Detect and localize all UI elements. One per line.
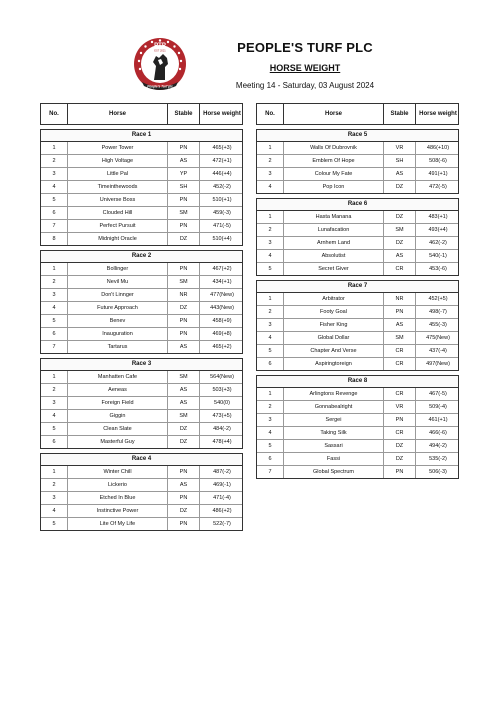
cell-stable: AS	[384, 168, 416, 180]
cell-horse: Arbitrator	[284, 293, 384, 305]
col-no: No.	[41, 104, 68, 124]
table-row	[41, 181, 242, 194]
cell-stable: NR	[168, 289, 200, 301]
cell-horse: Clean Slate	[68, 423, 168, 435]
cell-horse: Sergei	[284, 414, 384, 426]
cell-stable: CR	[384, 388, 416, 400]
table-row	[257, 345, 458, 358]
cell-horse: Foreign Field	[68, 397, 168, 409]
cell-weight: 472(+1)	[212, 158, 232, 164]
cell-weight: 540(-1)	[429, 253, 447, 259]
cell-no: 3	[41, 397, 68, 409]
cell-stable: DZ	[168, 302, 200, 314]
race-table	[40, 453, 243, 531]
cell-no: 5	[257, 263, 284, 275]
race-title: Race 6	[257, 199, 458, 211]
cell-weight: 471(-4)	[213, 495, 231, 501]
table-row	[257, 211, 458, 224]
cell-stable: SM	[168, 410, 200, 422]
cell-weight: 461(+1)	[428, 417, 448, 423]
table-row	[41, 384, 242, 397]
cell-no: 6	[257, 453, 284, 465]
right-column	[256, 103, 459, 479]
cell-horse: Little Pal	[68, 168, 168, 180]
cell-no: 7	[41, 341, 68, 353]
cell-no: 2	[257, 401, 284, 413]
cell-horse: High Voltage	[68, 155, 168, 167]
cell-weight: 469(-1)	[213, 482, 231, 488]
cell-no: 3	[257, 237, 284, 249]
table-row	[257, 263, 458, 275]
table-row	[257, 388, 458, 401]
table-row	[257, 155, 458, 168]
col-horse: Horse	[68, 104, 168, 124]
cell-horse: Timeinthewoods	[68, 181, 168, 193]
table-row	[257, 319, 458, 332]
cell-weight: 477(New)	[210, 292, 234, 298]
cell-no: 7	[257, 466, 284, 478]
table-row	[41, 341, 242, 353]
cell-stable: VR	[384, 401, 416, 413]
cell-no: 1	[41, 371, 68, 383]
table-row	[257, 427, 458, 440]
cell-weight: 466(-6)	[429, 430, 447, 436]
table-row	[41, 302, 242, 315]
cell-horse: Hasta Manana	[284, 211, 384, 223]
cell-weight: 491(+1)	[428, 171, 448, 177]
cell-stable: AS	[384, 319, 416, 331]
cell-stable: SH	[384, 155, 416, 167]
cell-weight: 509(-4)	[429, 404, 447, 410]
cell-weight: 455(-3)	[429, 322, 447, 328]
cell-horse: Footy Goal	[284, 306, 384, 318]
table-row	[41, 423, 242, 436]
cell-stable: AS	[384, 250, 416, 262]
cell-horse: Fassi	[284, 453, 384, 465]
cell-weight: 497(New)	[426, 361, 450, 367]
cell-weight: 494(-2)	[429, 443, 447, 449]
table-row	[41, 315, 242, 328]
cell-stable: SH	[168, 181, 200, 193]
table-row	[41, 492, 242, 505]
race-title: Race 1	[41, 130, 242, 142]
race-title: Race 8	[257, 376, 458, 388]
cell-stable: YP	[168, 168, 200, 180]
cell-stable: PN	[168, 220, 200, 232]
table-row	[257, 332, 458, 345]
cell-no: 2	[257, 306, 284, 318]
cell-horse: Fisher King	[284, 319, 384, 331]
cell-stable: AS	[168, 397, 200, 409]
cell-horse: Benev	[68, 315, 168, 327]
cell-weight: 510(+4)	[212, 236, 232, 242]
cell-no: 2	[257, 224, 284, 236]
cell-weight: 465(+3)	[212, 145, 232, 151]
cell-horse: Global Dollar	[284, 332, 384, 344]
cell-weight: 475(New)	[426, 335, 450, 341]
cell-weight: 471(-5)	[213, 223, 231, 229]
table-row	[41, 410, 242, 423]
race-table	[256, 280, 459, 371]
cell-stable: SM	[384, 332, 416, 344]
cell-weight: 472(-5)	[429, 184, 447, 190]
cell-horse: Instinctive Power	[68, 505, 168, 517]
cell-no: 4	[257, 332, 284, 344]
cell-stable: PN	[384, 414, 416, 426]
cell-horse: Perfect Pursuit	[68, 220, 168, 232]
cell-horse: Taking Silk	[284, 427, 384, 439]
cell-weight: 458(+9)	[212, 318, 232, 324]
cell-no: 7	[41, 220, 68, 232]
cell-no: 4	[41, 181, 68, 193]
cell-stable: DZ	[384, 453, 416, 465]
cell-no: 5	[257, 440, 284, 452]
cell-stable: CR	[384, 427, 416, 439]
cell-no: 4	[257, 181, 284, 193]
cell-weight: 510(+1)	[212, 197, 232, 203]
table-row	[41, 466, 242, 479]
cell-horse: Clouded Hill	[68, 207, 168, 219]
cell-weight: 443(New)	[210, 305, 234, 311]
meeting-info: Meeting 14 - Saturday, 03 August 2024	[235, 81, 375, 90]
cell-stable: PN	[384, 306, 416, 318]
cell-stable: CR	[384, 345, 416, 357]
cell-stable: SM	[168, 371, 200, 383]
cell-stable: SM	[168, 207, 200, 219]
cell-no: 1	[257, 211, 284, 223]
cell-horse: Global Spectrum	[284, 466, 384, 478]
logo-top-text: PTP	[154, 43, 166, 49]
cell-no: 2	[41, 384, 68, 396]
cell-no: 2	[41, 155, 68, 167]
cell-weight: 437(-4)	[429, 348, 447, 354]
cell-stable: DZ	[168, 233, 200, 245]
cell-horse: Chapter And Verse	[284, 345, 384, 357]
table-row	[41, 263, 242, 276]
cell-no: 5	[41, 518, 68, 530]
column-header	[256, 103, 459, 125]
table-row	[257, 142, 458, 155]
page-header	[0, 0, 499, 100]
cell-stable: AS	[168, 341, 200, 353]
cell-no: 6	[41, 207, 68, 219]
table-row	[41, 207, 242, 220]
cell-stable: CR	[384, 358, 416, 370]
cell-weight: 452(-2)	[213, 184, 231, 190]
cell-stable: PN	[168, 466, 200, 478]
table-row	[257, 401, 458, 414]
cell-stable: AS	[168, 155, 200, 167]
cell-no: 6	[41, 328, 68, 340]
cell-stable: AS	[168, 384, 200, 396]
cell-no: 4	[41, 505, 68, 517]
cell-no: 4	[257, 250, 284, 262]
table-row	[41, 289, 242, 302]
table-row	[41, 505, 242, 518]
cell-weight: 453(-6)	[429, 266, 447, 272]
cell-stable: DZ	[384, 181, 416, 193]
cell-horse: Colour My Fate	[284, 168, 384, 180]
cell-weight: 452(+5)	[428, 296, 448, 302]
cell-horse: Manhatten Cafe	[68, 371, 168, 383]
table-row	[257, 414, 458, 427]
table-row	[41, 220, 242, 233]
col-no: No.	[257, 104, 284, 124]
cell-no: 1	[257, 142, 284, 154]
cell-horse: Universe Boss	[68, 194, 168, 206]
cell-horse: Midnight Oracle	[68, 233, 168, 245]
cell-weight: 540(0)	[214, 400, 230, 406]
cell-horse: Aeneas	[68, 384, 168, 396]
race-title: Race 4	[41, 454, 242, 466]
cell-horse: Emblem Of Hope	[284, 155, 384, 167]
cell-no: 2	[257, 155, 284, 167]
table-row	[41, 142, 242, 155]
cell-weight: 487(-2)	[213, 469, 231, 475]
column-header	[40, 103, 243, 125]
cell-no: 1	[41, 263, 68, 275]
cell-horse: Winter Chill	[68, 466, 168, 478]
race-title: Race 2	[41, 251, 242, 263]
cell-no: 3	[41, 168, 68, 180]
cell-weight: 535(-2)	[429, 456, 447, 462]
cell-horse: Future Approach	[68, 302, 168, 314]
cell-weight: 473(+5)	[212, 413, 232, 419]
race-table	[40, 358, 243, 449]
cell-stable: PN	[168, 263, 200, 275]
cell-weight: 508(-6)	[429, 158, 447, 164]
table-row	[257, 250, 458, 263]
cell-stable: PN	[384, 466, 416, 478]
cell-no: 3	[41, 492, 68, 504]
col-horse: Horse	[284, 104, 384, 124]
cell-stable: PN	[168, 518, 200, 530]
cell-weight: 493(+4)	[428, 227, 448, 233]
cell-no: 5	[257, 345, 284, 357]
cell-no: 5	[41, 315, 68, 327]
table-row	[41, 155, 242, 168]
cell-weight: 506(-3)	[429, 469, 447, 475]
cell-no: 6	[41, 436, 68, 448]
table-row	[257, 466, 458, 478]
cell-horse: Pop Icon	[284, 181, 384, 193]
logo-est-text: EST 2021	[154, 49, 166, 53]
cell-horse: Gonnabealright	[284, 401, 384, 413]
cell-stable: PN	[168, 492, 200, 504]
cell-horse: Don't Linnger	[68, 289, 168, 301]
table-row	[41, 328, 242, 341]
cell-horse: Absolutist	[284, 250, 384, 262]
cell-horse: Lite Of My Life	[68, 518, 168, 530]
cell-horse: Etched In Blue	[68, 492, 168, 504]
table-row	[257, 358, 458, 370]
cell-weight: 459(-3)	[213, 210, 231, 216]
cell-weight: 478(+4)	[212, 439, 232, 445]
cell-horse: Tartarus	[68, 341, 168, 353]
cell-weight: 498(-7)	[429, 309, 447, 315]
cell-weight: 434(+1)	[212, 279, 232, 285]
ptp-logo	[132, 36, 188, 92]
table-row	[41, 397, 242, 410]
cell-horse: Arnhem Land	[284, 237, 384, 249]
cell-weight: 446(+4)	[212, 171, 232, 177]
cell-no: 4	[41, 302, 68, 314]
cell-weight: 465(+2)	[212, 344, 232, 350]
table-row	[257, 237, 458, 250]
table-row	[41, 436, 242, 448]
logo-bottom-text: People's Turf plc	[147, 84, 173, 89]
cell-stable: VR	[384, 142, 416, 154]
cell-horse: Inauguration	[68, 328, 168, 340]
cell-no: 3	[41, 289, 68, 301]
cell-horse: Giggin	[68, 410, 168, 422]
cell-stable: AS	[168, 479, 200, 491]
cell-weight: 564(New)	[210, 374, 234, 380]
cell-stable: NR	[384, 293, 416, 305]
cell-no: 5	[41, 194, 68, 206]
cell-weight: 462(-2)	[429, 240, 447, 246]
cell-stable: DZ	[168, 423, 200, 435]
cell-stable: DZ	[168, 505, 200, 517]
cell-no: 8	[41, 233, 68, 245]
cell-weight: 483(+1)	[428, 214, 448, 220]
race-table	[40, 129, 243, 246]
table-row	[257, 293, 458, 306]
cell-stable: DZ	[384, 440, 416, 452]
cell-no: 2	[41, 276, 68, 288]
cell-no: 4	[257, 427, 284, 439]
race-title: Race 5	[257, 130, 458, 142]
cell-stable: DZ	[384, 211, 416, 223]
col-stable: Stable	[168, 104, 200, 124]
cell-no: 1	[41, 142, 68, 154]
col-weight: Horse weight	[203, 111, 241, 117]
cell-no: 4	[41, 410, 68, 422]
cell-weight: 484(-2)	[213, 426, 231, 432]
race-table	[256, 375, 459, 479]
cell-weight: 503(+3)	[212, 387, 232, 393]
table-row	[257, 181, 458, 193]
left-column	[40, 103, 243, 531]
cell-stable: PN	[168, 194, 200, 206]
race-table	[256, 198, 459, 276]
cell-stable: PN	[168, 142, 200, 154]
cell-horse: Arlingtons Revenge	[284, 388, 384, 400]
cell-no: 3	[257, 168, 284, 180]
cell-weight: 486(+2)	[212, 508, 232, 514]
cell-horse: Nevil Mu	[68, 276, 168, 288]
cell-stable: DZ	[168, 436, 200, 448]
page-subtitle: HORSE WEIGHT	[269, 63, 341, 73]
cell-horse: Bollinger	[68, 263, 168, 275]
col-weight: Horse weight	[419, 111, 457, 117]
table-row	[41, 371, 242, 384]
cell-no: 3	[257, 414, 284, 426]
table-row	[257, 168, 458, 181]
race-title: Race 3	[41, 359, 242, 371]
table-row	[257, 440, 458, 453]
race-table	[40, 250, 243, 354]
cell-weight: 469(+8)	[212, 331, 232, 337]
cell-no: 1	[257, 293, 284, 305]
cell-no: 1	[41, 466, 68, 478]
cell-horse: Aspiringtoreign	[284, 358, 384, 370]
table-row	[257, 453, 458, 466]
cell-horse: Masterful Guy	[68, 436, 168, 448]
table-row	[41, 276, 242, 289]
cell-no: 3	[257, 319, 284, 331]
cell-no: 1	[257, 388, 284, 400]
table-row	[41, 518, 242, 530]
race-table	[256, 129, 459, 194]
table-row	[257, 306, 458, 319]
col-stable: Stable	[384, 104, 416, 124]
cell-stable: SM	[384, 224, 416, 236]
cell-weight: 467(+2)	[212, 266, 232, 272]
table-row	[41, 168, 242, 181]
cell-weight: 467(-5)	[429, 391, 447, 397]
cell-weight: 486(+10)	[426, 145, 450, 151]
cell-stable: CR	[384, 263, 416, 275]
cell-horse: Sassari	[284, 440, 384, 452]
cell-weight: 522(-7)	[213, 521, 231, 527]
page-title: PEOPLE'S TURF PLC	[237, 40, 373, 55]
cell-stable: PN	[168, 315, 200, 327]
cell-no: 5	[41, 423, 68, 435]
cell-stable: DZ	[384, 237, 416, 249]
cell-horse: Lickerio	[68, 479, 168, 491]
cell-no: 6	[257, 358, 284, 370]
table-row	[41, 194, 242, 207]
race-title: Race 7	[257, 281, 458, 293]
cell-horse: Power Tower	[68, 142, 168, 154]
cell-horse: Walls Of Dubrovnik	[284, 142, 384, 154]
cell-stable: SM	[168, 276, 200, 288]
table-row	[41, 479, 242, 492]
cell-no: 2	[41, 479, 68, 491]
cell-horse: Lunafacation	[284, 224, 384, 236]
table-row	[257, 224, 458, 237]
cell-horse: Secret Giver	[284, 263, 384, 275]
cell-stable: PN	[168, 328, 200, 340]
table-row	[41, 233, 242, 245]
